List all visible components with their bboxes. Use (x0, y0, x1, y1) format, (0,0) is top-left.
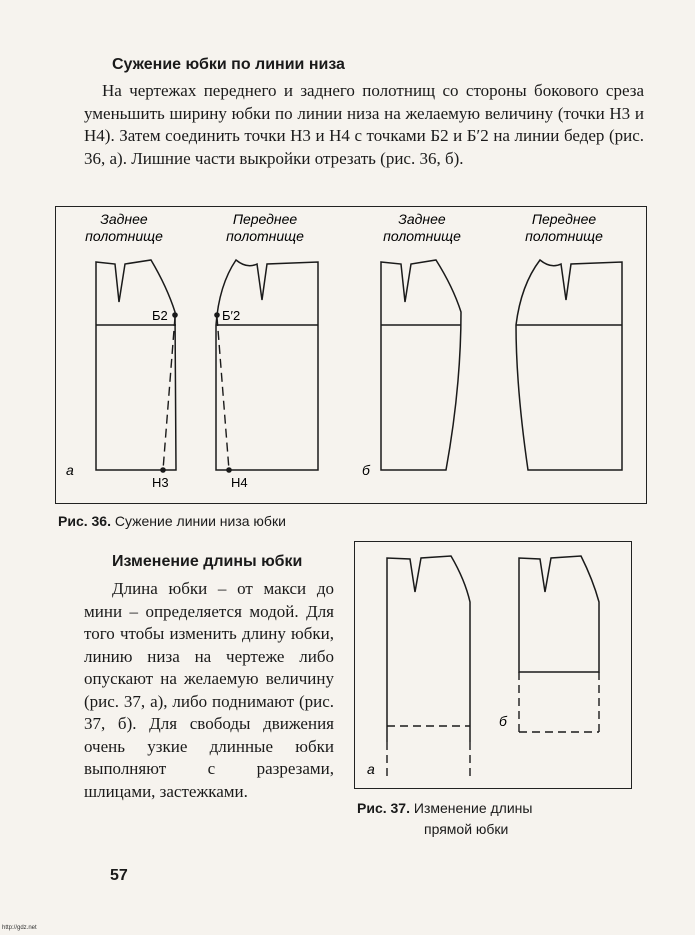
letter-b-37: б (499, 713, 507, 729)
page-number: 57 (110, 867, 128, 884)
figure-37-drawing (355, 542, 631, 788)
pattern-37-a (387, 556, 470, 742)
paragraph-length: Длина юбки – от макси до мини – определяется модой. Для того чтобы изменить длину юбки, линию низа на чертеже либо опускают на желаемую величину (рис. 37, а), либо поднимают (рис. 37, б). Для свободы движения очень узкие длинные юбки выполняют с разрезами, шлицами, застежками. (84, 579, 334, 801)
section-heading-length: Изменение длины юбки (112, 553, 303, 570)
figure-36-caption (58, 513, 286, 529)
pattern-back-b (381, 260, 461, 470)
pattern-front-a (216, 260, 318, 470)
figure-37-frame (354, 541, 632, 789)
label-back-a-line1: Заднее (100, 211, 148, 227)
figure-36-caption-text: Сужение линии низа юбки (114, 513, 286, 529)
pattern-back-a (96, 260, 176, 470)
figure-36-drawing (56, 207, 646, 503)
label-front-a-line2: полотнище (226, 228, 304, 244)
point-h3: Н3 (152, 475, 169, 490)
point-b2: Б2 (152, 308, 168, 323)
section-heading-narrowing: Сужение юбки по линии низа (112, 56, 345, 73)
paragraph-narrowing: На чертежах переднего и заднего полотнищ со стороны бокового среза уменьшить ширину юбки по линии низа на желаемую величину (точки Н3 и Н4). Затем соединить точки Н3 и Н4 с точками Б2 и Б′2 на линии бедер (рис. 36, а). Лишние части выкройки отрезать (рис. 36, б). (84, 81, 644, 168)
label-front-b-line1: Переднее (531, 211, 597, 227)
letter-b-36: б (362, 462, 370, 478)
point-b2-prime: Б′2 (222, 308, 241, 323)
figure-36-caption-number: Рис. 36. (58, 513, 111, 529)
figure-37-caption-line2: прямой юбки (424, 821, 509, 837)
label-back-a-line2: полотнище (85, 228, 163, 244)
figure-37-caption-number: Рис. 37. (357, 800, 410, 816)
label-back-b-line2: полотнище (383, 228, 461, 244)
pattern-37-b (519, 556, 599, 672)
figure-36-frame (55, 206, 647, 504)
letter-a-36: а (66, 462, 74, 478)
letter-a-37: а (367, 761, 375, 777)
figure-37-caption (357, 800, 532, 816)
label-back-b-line1: Заднее (398, 211, 446, 227)
label-front-a-line1: Переднее (232, 211, 298, 227)
pattern-front-b (516, 260, 622, 470)
figure-37-caption-line1: Изменение длины (413, 800, 533, 816)
point-h4: Н4 (231, 475, 248, 490)
footer-watermark: http://gdz.net (2, 925, 37, 931)
label-front-b-line2: полотнище (525, 228, 603, 244)
